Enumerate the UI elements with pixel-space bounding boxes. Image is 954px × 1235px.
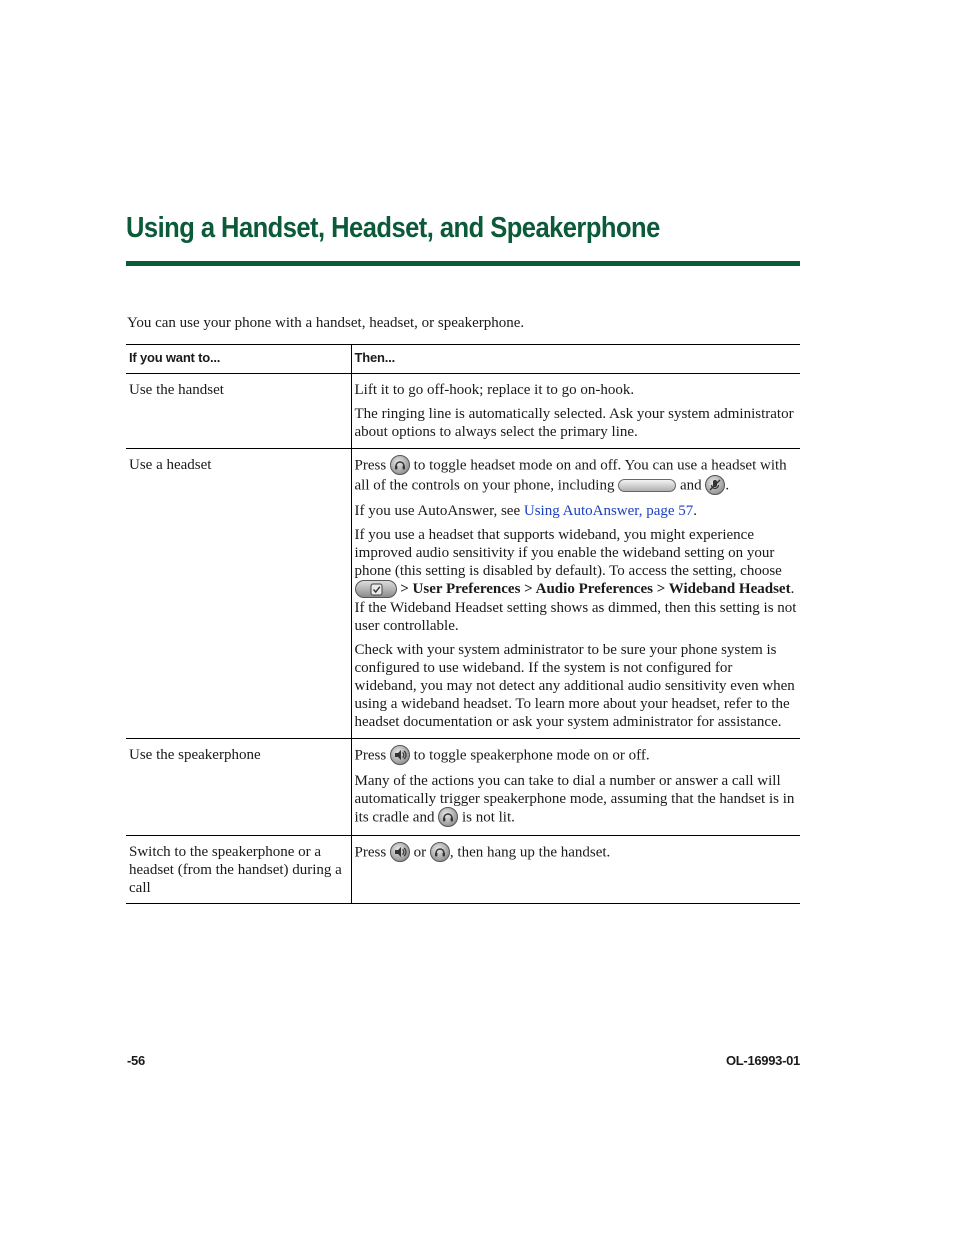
text-fragment: Press [354, 844, 390, 860]
table-row [126, 449, 800, 739]
text-fragment: or [409, 844, 430, 860]
switch-paragraph-1 [355, 843, 799, 863]
text-fragment: If you use AutoAnswer, see [354, 503, 524, 519]
title-rule [126, 261, 800, 266]
mute-button-icon [705, 475, 725, 495]
headset-paragraph-1 [355, 456, 799, 496]
row-action-headset: Use a headset [126, 449, 351, 739]
row-result-speaker [351, 738, 800, 835]
speaker-button-icon [390, 745, 410, 765]
headset-paragraph-4: Check with your system administrator to be sure your phone system is configured to use wideband. If the system is not configured for wideband, you may not detect any additional audio sensitivity even when using a wideband headset. To learn more about your headset, refer to the headset documentation or ask your system administrator for assistance. [354, 641, 795, 730]
text-fragment: and [676, 477, 706, 494]
headset-button-icon [390, 455, 410, 475]
row-result-handset [351, 374, 800, 449]
row-action-handset: Use the handset [126, 374, 351, 449]
page-title: Using a Handset, Headset, and Speakerphone [126, 212, 660, 244]
text-fragment: to toggle speakerphone mode on or off. [409, 747, 650, 763]
table-row [126, 738, 800, 835]
headset-button-icon [438, 807, 458, 827]
row-action-speaker: Use the speakerphone [126, 738, 351, 835]
autoanswer-link[interactable]: Using AutoAnswer, page 57 [523, 503, 694, 519]
row-result-headset [351, 449, 800, 739]
text-fragment: , then hang up the handset. [449, 844, 611, 860]
settings-button-icon [355, 580, 397, 598]
text-fragment: Press [354, 747, 390, 763]
text-fragment: If you use a headset that supports wideband, you might experience improved audio sensitivity if you enable the wideband setting on your phone (this setting is disabled by default). To access the setting, choose [354, 527, 782, 579]
text-fragment: . [693, 503, 698, 519]
text-fragment: . If the Wideband Headset setting shows as dimmed, then this setting is not user controllable. [354, 581, 797, 634]
column-header-result: Then... [351, 345, 800, 374]
handset-paragraph-1: Lift it to go off-hook; replace it to go on-hook. [354, 382, 635, 398]
text-fragment: Many of the actions you can take to dial a number or answer a call will automatically trigger speakerphone mode, assuming that the handset is in its cradle and [354, 772, 795, 825]
row-action-switch: Switch to the speakerphone or a headset (from the handset) during a call [126, 835, 351, 903]
handset-paragraph-2: The ringing line is automatically selected. Ask your system administrator about options to always select the primary line. [354, 406, 794, 440]
text-fragment: is not lit. [458, 809, 515, 825]
headset-button-icon [430, 842, 450, 862]
text-fragment: to toggle headset mode on and off. You can use a headset with all of the controls on your phone, including [354, 457, 787, 494]
speaker-paragraph-1 [355, 746, 799, 766]
text-fragment: Press [354, 457, 390, 474]
table-row [126, 835, 800, 903]
table-header-row [126, 345, 800, 374]
volume-button-icon [618, 479, 676, 492]
page-number: -56 [127, 1053, 145, 1068]
speaker-paragraph-2 [355, 772, 799, 828]
speaker-button-icon [390, 842, 410, 862]
usage-table [126, 344, 800, 904]
row-result-switch [351, 835, 800, 903]
headset-paragraph-2 [355, 502, 799, 520]
headset-paragraph-3 [355, 526, 799, 635]
intro-text: You can use your phone with a handset, headset, or speakerphone. [127, 315, 525, 331]
text-fragment: . [725, 477, 730, 494]
column-header-action: If you want to... [126, 345, 351, 374]
document-id: OL-16993-01 [725, 1053, 800, 1068]
table-row [126, 374, 800, 449]
menu-path: > User Preferences > Audio Preferences > Wideband Headset [396, 581, 791, 597]
